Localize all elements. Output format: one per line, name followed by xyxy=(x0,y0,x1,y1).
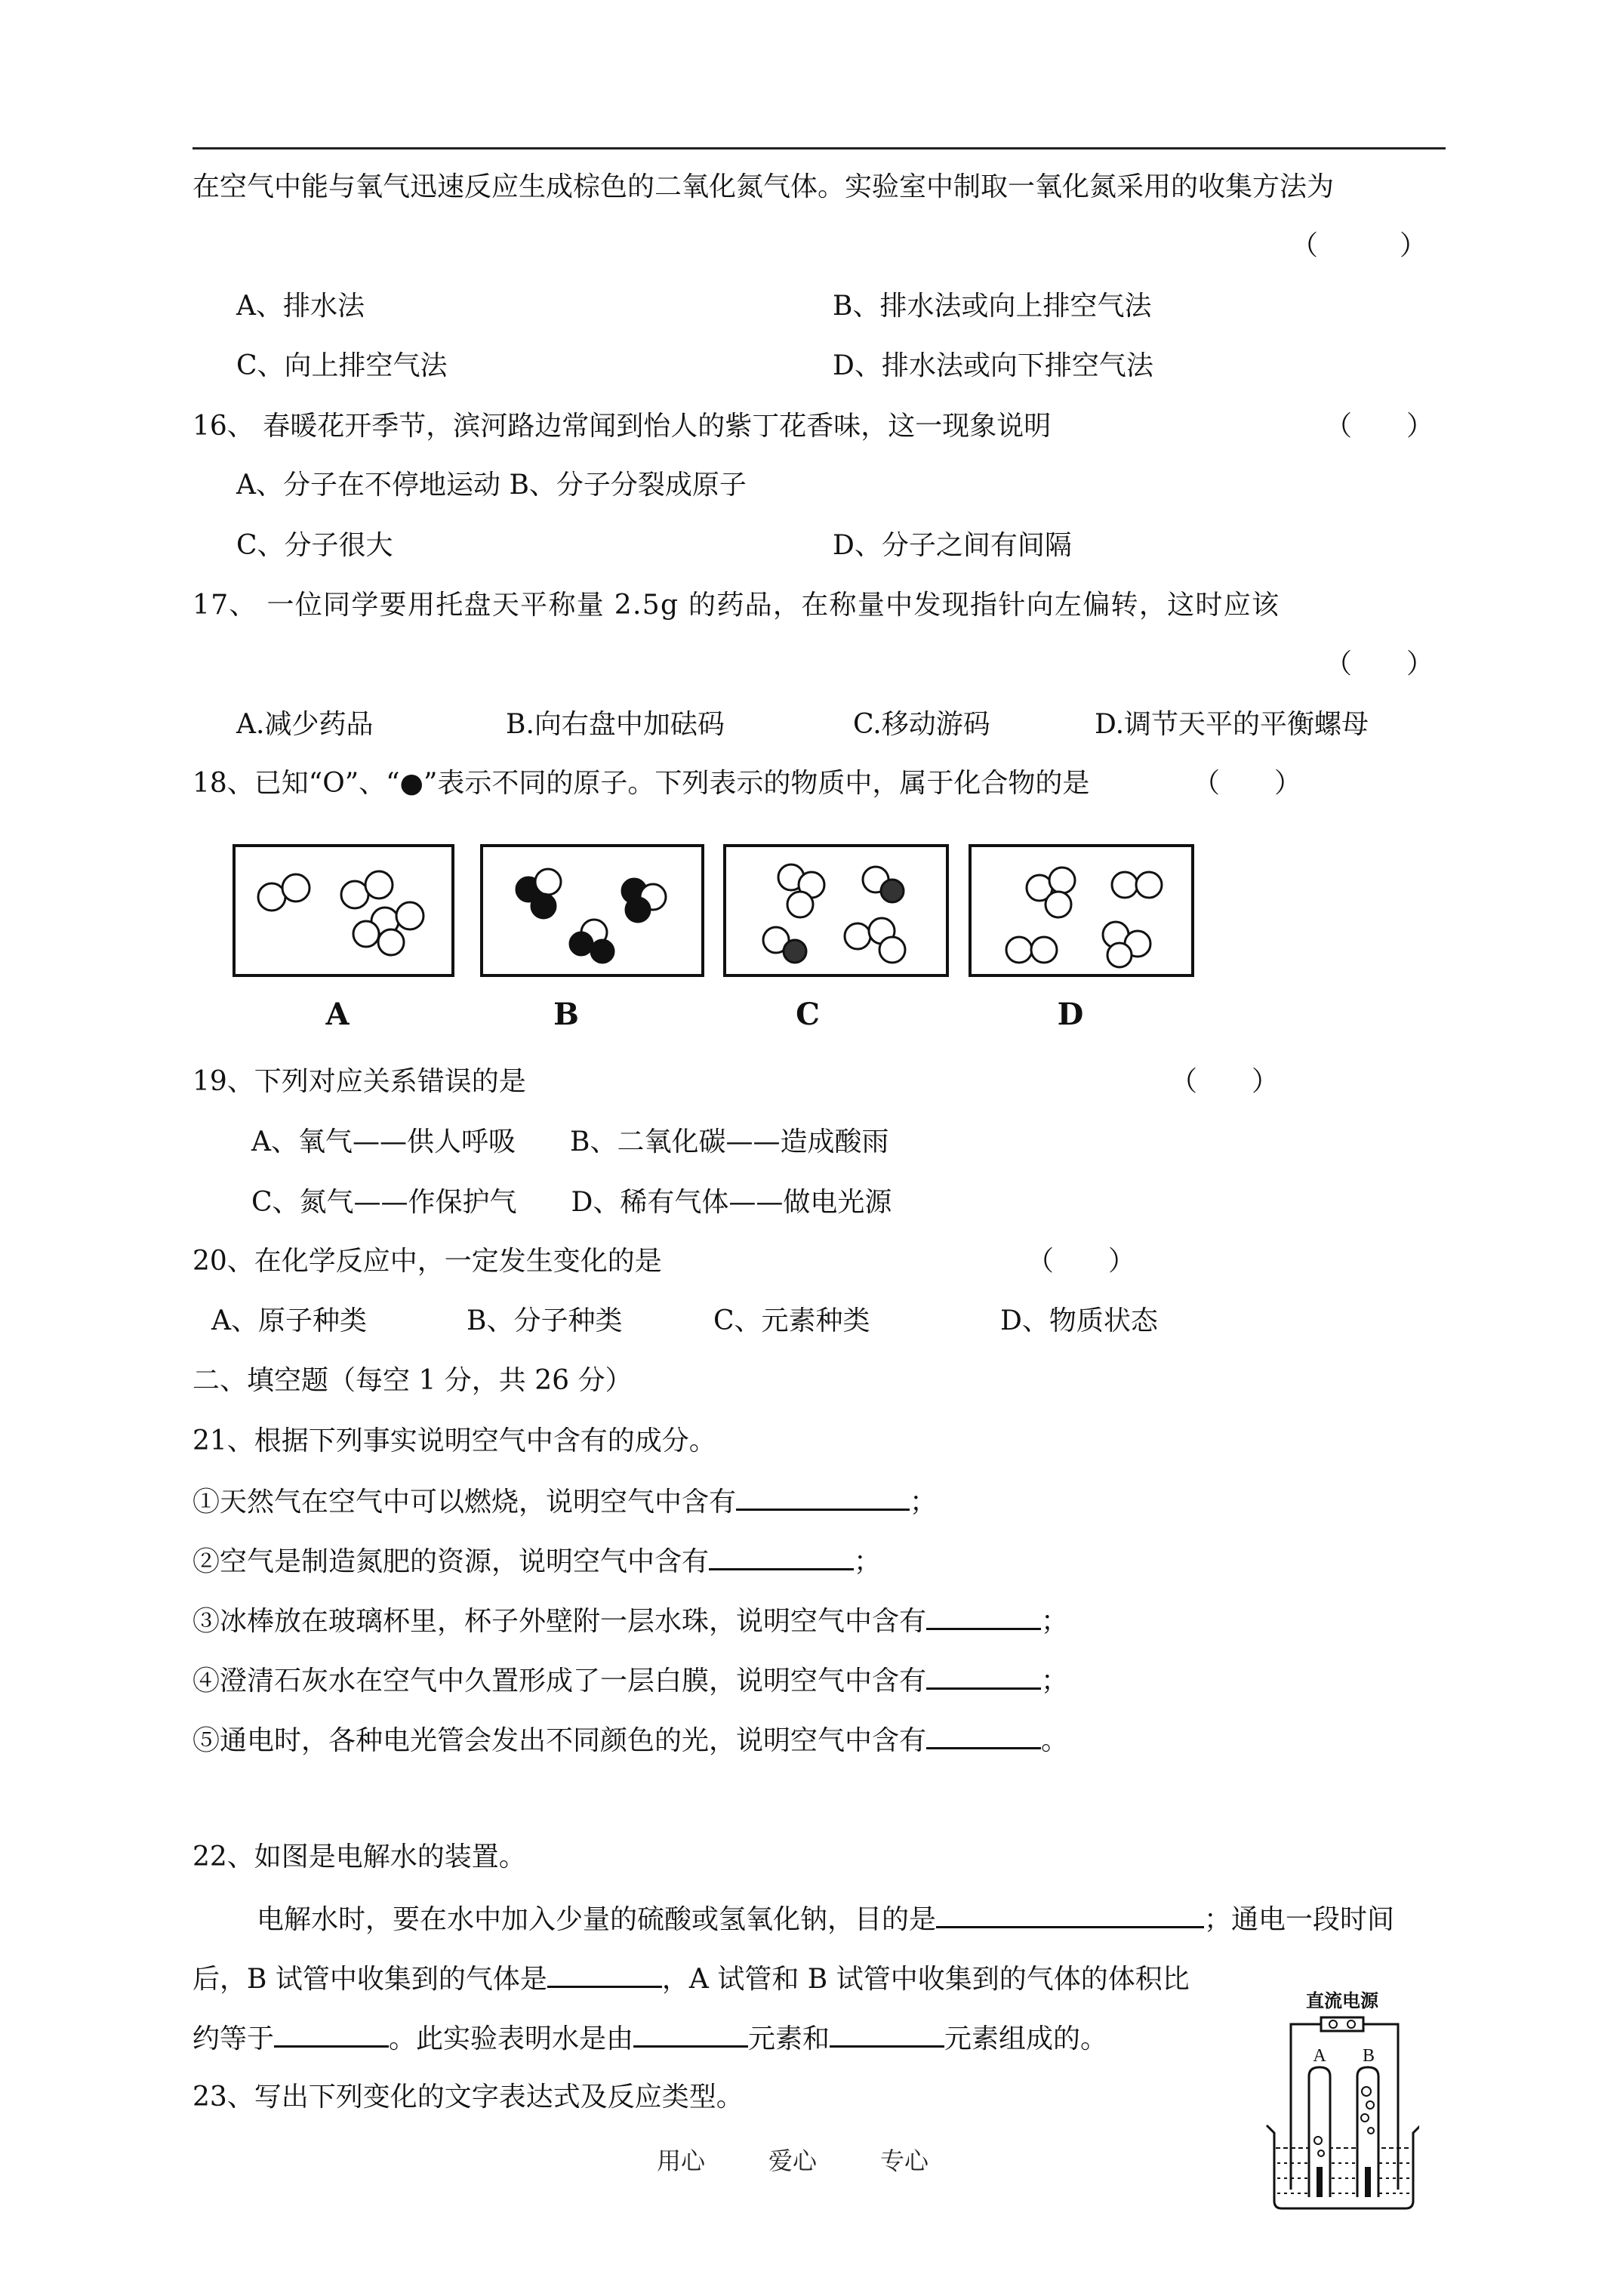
tube-label-a: A xyxy=(1313,2046,1326,2066)
q22-blank-b-gas[interactable] xyxy=(547,1960,662,1988)
footer-word-1: 用心 xyxy=(657,2147,706,2175)
q16-options-ab: A、分子在不停地运动 B、分子分裂成原子 xyxy=(236,470,747,501)
q21-blank-1[interactable] xyxy=(736,1483,910,1511)
q21-item-4: ④澄清石灰水在空气中久置形成了一层白膜，说明空气中含有 ； xyxy=(192,1662,1068,1699)
q17-option-a: A.减少药品 xyxy=(236,709,374,740)
q17-option-c: C.移动游码 xyxy=(853,709,990,740)
q22-blank-purpose[interactable] xyxy=(936,1900,1204,1928)
q22-stem: 22、如图是电解水的装置。 xyxy=(192,1841,526,1872)
box-c-molecules xyxy=(763,864,905,963)
wires xyxy=(1291,2024,1398,2190)
box-b-molecules xyxy=(516,869,666,963)
q18-stem: 18、已知“O”、“●”表示不同的原子。下列表示的物质中，属于化合物的是 xyxy=(192,768,1090,799)
box-d xyxy=(970,846,1193,975)
figure-title: 直流电源 xyxy=(1306,1990,1378,2011)
water-body xyxy=(1277,2163,1410,2193)
q22-line-3: 约等于 。此实验表明水是由 元素和 元素组成的。 xyxy=(192,2020,1107,2057)
q21-blank-4[interactable] xyxy=(926,1662,1041,1690)
q20-answer-paren: （ ） xyxy=(1027,1246,1136,1277)
q15-option-a: A、排水法 xyxy=(236,291,365,322)
q15-option-c: C、向上排空气法 xyxy=(236,350,448,381)
q21-blank-5[interactable] xyxy=(926,1721,1041,1749)
label-d: D xyxy=(1057,997,1084,1032)
electrode-a xyxy=(1317,2167,1323,2197)
q23-stem: 23、写出下列变化的文字表达式及反应类型。 xyxy=(192,2082,744,2113)
q21-item-3: ③冰棒放在玻璃杯里，杯子外壁附一层水珠，说明空气中含有 ； xyxy=(192,1602,1068,1639)
q20-option-d: D、物质状态 xyxy=(1000,1305,1158,1336)
header-rule xyxy=(192,147,1446,149)
q16-answer-paren: （ ） xyxy=(1325,411,1434,442)
q21-blank-2[interactable] xyxy=(709,1542,854,1570)
label-c: C xyxy=(796,997,820,1032)
q15-answer-paren: （ ） xyxy=(1291,230,1427,261)
footer-word-2: 爱心 xyxy=(768,2147,818,2175)
beaker xyxy=(1267,2125,1419,2208)
q22-blank-ratio[interactable] xyxy=(274,2020,389,2048)
q21-item-5: ⑤通电时，各种电光管会发出不同颜色的光，说明空气中含有 。 xyxy=(192,1721,1068,1758)
q20-option-a: A、原子种类 xyxy=(211,1305,367,1336)
q17-option-b: B.向右盘中加砝码 xyxy=(506,709,725,740)
q17-answer-paren: （ ） xyxy=(1325,649,1434,680)
q19-stem: 19、下列对应关系错误的是 xyxy=(192,1066,526,1097)
tube-label-b: B xyxy=(1362,2046,1375,2066)
q21-item-2: ②空气是制造氮肥的资源，说明空气中含有 ； xyxy=(192,1542,881,1579)
box-c xyxy=(725,846,947,975)
q17-option-d: D.调节天平的平衡螺母 xyxy=(1095,709,1369,740)
q16-option-d: D、分子之间有间隔 xyxy=(833,530,1072,561)
q18-molecule-figures xyxy=(226,838,1298,1034)
q20-option-b: B、分子种类 xyxy=(467,1305,623,1336)
q21-blank-3[interactable] xyxy=(926,1602,1041,1630)
q21-stem: 21、根据下列事实说明空气中含有的成分。 xyxy=(192,1425,716,1456)
label-a: A xyxy=(325,997,350,1032)
q16-option-c: C、分子很大 xyxy=(236,530,393,561)
q15-option-b: B、排水法或向上排空气法 xyxy=(833,291,1152,322)
footer-word-3: 专心 xyxy=(880,2147,929,2175)
electrode-b xyxy=(1365,2167,1371,2197)
q19-options-ab: A、氧气——供人呼吸 B、二氧化碳——造成酸雨 xyxy=(251,1126,889,1157)
q21-item-1: ①天然气在空气中可以燃烧，说明空气中含有 ； xyxy=(192,1483,937,1520)
electrolysis-apparatus xyxy=(1261,1986,1419,2212)
q22-line-2: 后，B 试管中收集到的气体是 ，A 试管和 B 试管中收集到的气体的体积比 xyxy=(192,1960,1190,1997)
q15-stem-tail: 在空气中能与氧气迅速反应生成棕色的二氧化氮气体。实验室中制取一氧化氮采用的收集方法为 xyxy=(192,171,1335,202)
q20-option-c: C、元素种类 xyxy=(713,1305,870,1336)
power-supply xyxy=(1321,2017,1363,2031)
q19-options-cd: C、氮气——作保护气 D、稀有气体——做电光源 xyxy=(251,1187,892,1218)
section2-heading: 二、填空题（每空 1 分，共 26 分） xyxy=(192,1365,633,1396)
q22-blank-element-2[interactable] xyxy=(830,2020,944,2048)
q15-option-d: D、排水法或向下排空气法 xyxy=(833,350,1153,381)
q16-stem: 16、 春暖花开季节，滨河路边常闻到怡人的紫丁花香味，这一现象说明 xyxy=(192,411,1052,442)
q17-stem: 17、 一位同学要用托盘天平称量 2.5g 的药品，在称量中发现指针向左偏转，这时应该 xyxy=(192,590,1280,621)
q22-line-1: 电解水时，要在水中加入少量的硫酸或氢氧化钠，目的是 ；通电一段时间 xyxy=(257,1900,1394,1937)
q22-blank-element-1[interactable] xyxy=(633,2020,748,2048)
box-a-molecules xyxy=(258,871,423,955)
q20-stem: 20、在化学反应中，一定发生变化的是 xyxy=(192,1246,662,1277)
label-b: B xyxy=(553,997,579,1032)
q18-answer-paren: （ ） xyxy=(1193,768,1302,799)
box-d-molecules xyxy=(1006,868,1162,967)
q19-answer-paren: （ ） xyxy=(1170,1066,1280,1097)
